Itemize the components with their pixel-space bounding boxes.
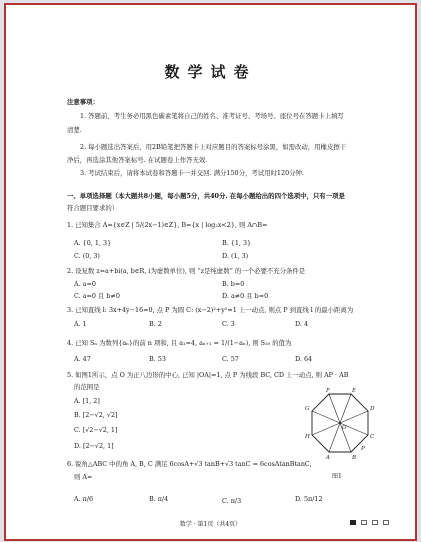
vertex-label-d: D [370,406,375,412]
section-heading-cont: 符合题目要求的） [67,204,119,212]
q3-option-c: C. 3 [222,320,235,328]
question-6-stem: 6. 锐角△ABC 中的角 A, B, C 满足 6cosA+√3 tanB+√3 tanC = 6cosAtanBtanC, [67,460,312,468]
question-5-stem-cont: 的范围是 [74,383,100,391]
question-2-stem: 2. 设复数 z=a+bi(a, b∈R, i为虚数单位), 则 “z是纯虚数” 的一个必要不充分条件是 [67,267,306,275]
question-4-stem: 4. 已知 Sₙ 为数列{aₙ}的前 n 项和, 且 a₁=4, aₙ₊₁ = 1/(1−aₙ), 则 S₂₀ 的值为 [67,339,292,347]
vertex-label-a: A [326,455,330,461]
q3-option-b: B. 2 [149,320,162,328]
q6-option-b: B. π/4 [149,495,169,503]
page-title: 数学试卷 [164,63,257,81]
figure-caption: 图1 [332,473,342,480]
q1-option-a: A. {0, 1, 3} [74,239,112,247]
page-indicator-box [361,520,367,525]
vertex-label-f: F [326,388,330,394]
q2-option-b: B. b=0 [222,280,245,288]
point-label-p: P [361,446,365,452]
q1-option-c: C. (0, 3) [74,252,100,260]
q4-option-d: D. 64 [295,355,313,363]
q2-option-c: C. a=0 且 b≠0 [74,292,120,300]
page-indicator-current [350,520,356,525]
vertex-label-c: C [370,434,375,440]
question-6-stem-cont: 则 A= [74,473,93,481]
q3-option-d: D. 4 [295,320,309,328]
q2-option-d: D. a≠0 且 b=0 [222,292,269,300]
q3-option-a: A. 1 [74,320,87,328]
notice-item-1: 1. 答题前，考生务必用黑色碳素笔将自己的姓名、准考证号、考场号、座位号在答题卡上填写 [80,112,344,120]
center-label-o: O [342,425,347,431]
vertex-label-g: G [305,406,310,412]
q1-option-d: D. (1, 3) [222,252,249,260]
q5-option-b: B. [2−√2, √2] [74,411,118,419]
q5-option-d: D. [2−√2, 1] [74,442,114,450]
page-indicator [350,520,389,525]
vertex-label-b: B [352,455,357,461]
page-footer: 数学 · 第1页（共4页） [179,521,242,528]
notice-item-2: 2. 每小题选出答案后，用2B铅笔把答题卡上对应题目的答案标号涂黑，如需改动，用橡皮擦干 [80,143,347,151]
question-5-stem: 5. 如图1所示，点 O 为正八边形的中心, 已知 |OA|=1, 点 P 为线段 BC, CD 上一动点, 则 AP · AB [67,371,349,379]
q1-option-b: B. {1, 3} [222,239,252,247]
section-heading: 一、单项选择题（本大题共8小题，每小题5分，共40分. 在每小题给出的四个选项中，只有一项是 [67,192,345,200]
vertex-label-h: H [305,434,310,440]
notice-item-3: 3. 考试结束后，请将本试卷和答题卡一并交回. 满分150分，考试用时120分钟. [80,169,304,177]
q6-option-d: D. 5π/12 [295,495,323,503]
q2-option-a: A. a=0 [74,280,96,288]
notice-item-1-cont: 清楚. [67,126,82,134]
q4-option-c: C. 57 [222,355,239,363]
notice-item-2-cont: 净后，再选涂其他答案标号. 在试题卷上作答无效. [67,156,208,164]
page-indicator-box [383,520,389,525]
question-1-stem: 1. 已知集合 A={x∈Z | 5/(2x−1)∈Z}, B={x | log₂x<2}, 则 A∩B= [67,221,268,229]
vertex-label-e: E [352,388,357,394]
q6-option-c: C. π/3 [222,497,242,505]
notice-heading: 注意事项： [67,98,99,106]
octagon-figure [300,388,380,470]
q5-option-a: A. [1, 2] [74,397,100,405]
q6-option-a: A. π/6 [74,495,94,503]
page-indicator-box [372,520,378,525]
exam-page [4,3,417,541]
question-3-stem: 3. 已知直线 l: 3x+4y−16=0, 点 P 为圆 C: (x−2)²+y²=1 上一动点, 则点 P 到直线 l 的最小距离为 [67,306,354,314]
q5-option-c: C. [√2−√2, 1] [74,426,118,434]
q4-option-b: B. 53 [149,355,166,363]
q4-option-a: A. 47 [74,355,91,363]
